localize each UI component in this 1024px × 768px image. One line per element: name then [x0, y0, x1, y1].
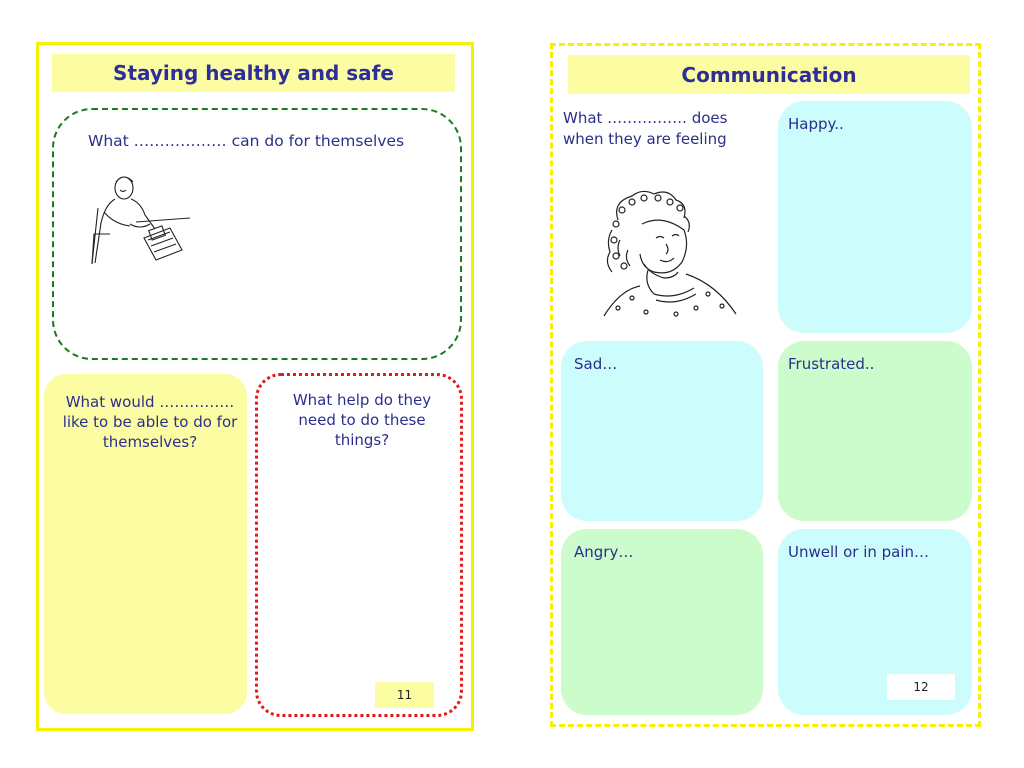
would-like-line-1: What would …………… [65, 393, 235, 411]
right-page-title [568, 55, 970, 94]
card-frustrated [778, 341, 972, 521]
would-like-question [50, 392, 250, 452]
card-happy [778, 101, 972, 333]
person-at-desk-illustration [86, 172, 192, 268]
can-do-question: What ……………… can do for themselves [88, 132, 405, 150]
card-angry-label: Angry… [574, 543, 634, 561]
card-unwell-label: Unwell or in pain… [788, 543, 930, 561]
card-sad [561, 341, 763, 521]
card-sad-label: Sad… [574, 355, 618, 373]
help-needed-question [272, 390, 452, 450]
page-number-right-text: 12 [913, 680, 929, 694]
left-page-title-text: Staying healthy and safe [113, 61, 394, 85]
card-happy-label: Happy.. [788, 115, 844, 133]
help-line-2: need to do these [298, 411, 426, 429]
feeling-question-line-1: What ……………. does [563, 109, 728, 127]
card-frustrated-label: Frustrated.. [788, 355, 875, 373]
help-line-1: What help do they [292, 391, 432, 409]
card-angry [561, 529, 763, 715]
left-page-title [52, 54, 455, 92]
page-number-left-text: 11 [396, 688, 413, 702]
would-like-line-2: like to be able to do for [62, 413, 238, 431]
feeling-question-line-2: when they are feeling [563, 130, 727, 148]
would-like-line-3: themselves? [102, 433, 198, 451]
right-page-title-text: Communication [681, 62, 857, 87]
page-number-left [375, 682, 434, 708]
help-line-3: things? [334, 431, 390, 449]
feeling-question [563, 108, 727, 150]
thinking-person-illustration [598, 190, 744, 320]
page-number-right [887, 674, 955, 700]
